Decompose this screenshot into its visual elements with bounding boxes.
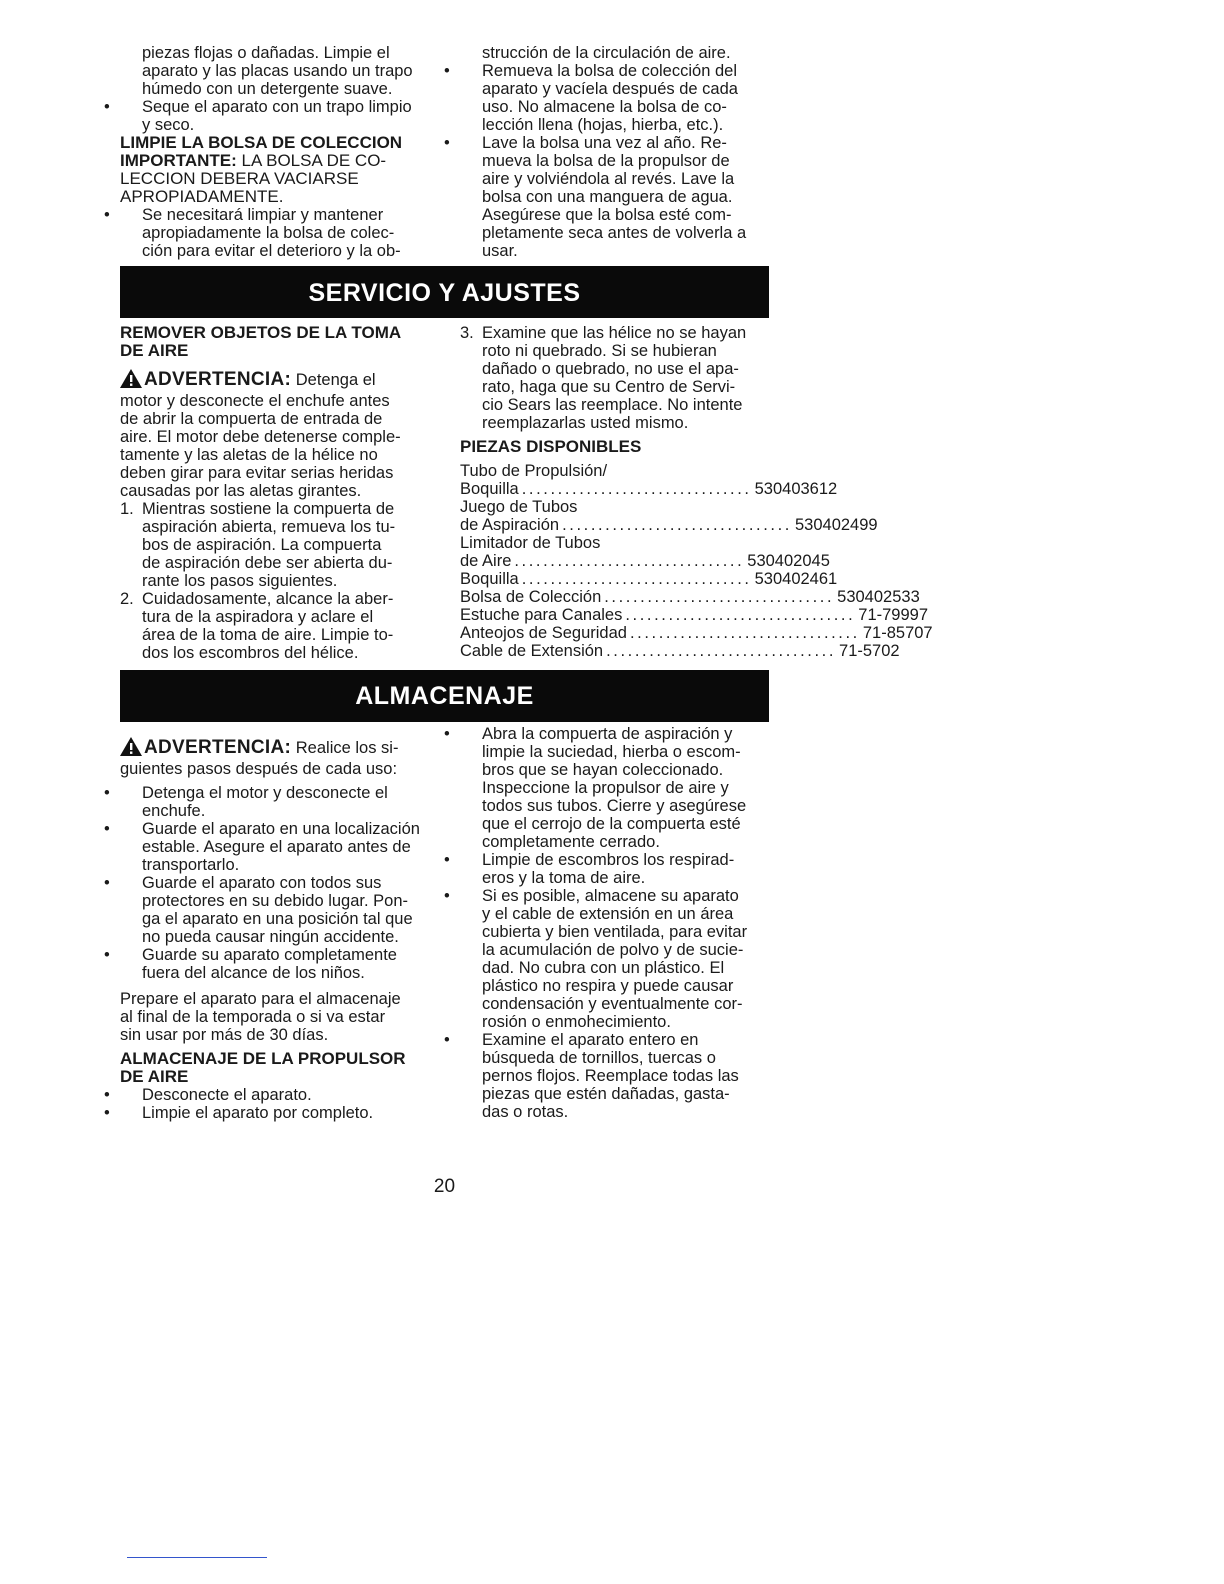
list-item: • Guarde su aparato completamente fuera del alcance de los niños. <box>120 946 440 982</box>
storage-left-column: ADVERTENCIA: Realice los si- guientes pasos después de cada uso: • Detenga el motor y desconecte el enchufe. • Guarde el aparato en una localización estable. Asegure el aparato antes de transportarlo. • Guarde el aparato con todos sus protectores en su debido lugar. Pon- ga el aparato en una posición tal que no pueda causar ningún accidente. • Guarde su aparato completamente fuera del alcance de los niños. Prepare el aparato para el almacenaje al final de la temporada o si va estar sin usar por más de 30 días. ALMACENAJE DE LA PROPULSOR DE AIRE • Desconecte el aparato. • Limpie el aparato por completo. <box>120 737 440 1122</box>
parts-row: Cable de Extensión ................................ 71-5702 <box>460 642 900 660</box>
list-item: • Desconecte el aparato. <box>120 1086 440 1104</box>
warning-title: ADVERTENCIA: <box>144 369 292 390</box>
parts-row: Estuche para Canales ................................ 71-79997 <box>460 606 928 624</box>
list-item: • Detenga el motor y desconecte el enchufe. <box>120 784 440 820</box>
leader-dots: ................................ <box>562 516 792 534</box>
list-item: • Remueva la bolsa de colección del aparato y vacíela después de cada uso. No almacene la bolsa de co- lección llena (hojas, hierba, etc.). <box>460 62 780 134</box>
list-item: • Guarde el aparato en una localización estable. Asegure el aparato antes de transportarlo. <box>120 820 440 874</box>
leader-dots: ................................ <box>629 624 860 642</box>
leader-dots: ................................ <box>521 480 752 498</box>
parts-heading: PIEZAS DISPONIBLES <box>460 437 642 456</box>
list-item: • Seque el aparato con un trapo limpio y seco. <box>120 98 440 134</box>
warning-title: ADVERTENCIA: <box>144 737 292 758</box>
list-item: • Se necesitará limpiar y mantener apropiadamente la bolsa de colec- ción para evitar el deterioro y la ob- <box>120 206 440 260</box>
list-item: • Limpie el aparato por completo. <box>120 1104 440 1122</box>
continued-text: piezas flojas o dañadas. Limpie el aparato y las placas usando un trapo húmedo con un detergente suave. <box>142 44 413 98</box>
service-left-column: REMOVER OBJETOS DE LA TOMA DE AIRE ADVERTENCIA: Detenga el motor y desconecte el enchufe antes de abrir la compuerta de entrada de aire. El motor debe detenerse comple- tamente y las aletas de la hélice no deben girar para evitar serias heridas causadas por las aletas girantes. 1. Mientras sostiene la compuerta de aspiración abierta, remueva los tu- bos de aspiración. La compuerta de aspiración debe ser abierta du- rante los pasos siguientes. 2. Cuidadosamente, alcance la aber- tura de la aspiradora y aclare el área de la toma de aire. Limpie to- dos los escombros del hélice. <box>120 324 440 662</box>
top-right-column <box>460 44 780 260</box>
list-item: • Lave la bolsa una vez al año. Re- mueva la bolsa de la propulsor de aire y volviéndola al revés. Lave la bolsa con una manguera de agua. Asegúrese que la bolsa esté com- pletamente seca antes de volverla a usar. <box>460 134 780 260</box>
warning-line: ADVERTENCIA: Realice los si- <box>120 737 440 760</box>
remove-objects-heading: REMOVER OBJETOS DE LA TOMA DE AIRE <box>120 323 402 360</box>
parts-row: Boquilla ................................ 530402461 <box>460 570 838 588</box>
section-heading: LIMPIE LA BOLSA DE COLECCION <box>120 133 403 152</box>
parts-row: de Aspiración ................................ 530402499 <box>460 516 878 534</box>
parts-row: de Aire ................................ 530402045 <box>460 552 830 570</box>
service-banner: SERVICIO Y AJUSTES <box>120 266 769 318</box>
parts-row: Boquilla ................................ 530403612 <box>460 480 838 498</box>
step-1: 1. Mientras sostiene la compuerta de aspiración abierta, remueva los tu- bos de aspiración. La compuerta de aspiración debe ser abierta du- rante los pasos siguientes. <box>120 500 396 590</box>
leader-dots: ................................ <box>521 570 752 588</box>
list-item: • Abra la compuerta de aspiración y limpie la suciedad, hierba o escom- bros que se hayan coleccionado. Inspeccione la propulsor de aire y todos sus tubos. Cierre y asegúrese que el cerrojo de la compuerta esté completamente cerrado. <box>460 725 780 851</box>
list-item: • Guarde el aparato con todos sus protectores en su debido lugar. Pon- ga el aparato en una posición tal que no pueda causar ningún accidente. <box>120 874 440 946</box>
important-note: IMPORTANTE: LA BOLSA DE CO- <box>120 151 387 170</box>
leader-dots: ................................ <box>604 588 835 606</box>
parts-list: Tubo de Propulsión/ Boquilla ................................ 530403612 Juego de Tubos de Aspiración ................................ 530402499 Limitador de Tubos de Aire ................................ 530402045 Boquilla ................................ 530402461 Bolsa de Colección ................................ 530402533 Estuche para Canales ................................ 71-79997 Anteojos de Seguridad ................................ 71-85707 Cable de Extensión ................................ 71-5702 <box>460 462 933 660</box>
parts-row: Anteojos de Seguridad ................................ 71-85707 <box>460 624 933 642</box>
storage-banner: ALMACENAJE <box>120 670 769 722</box>
step-2: 2. Cuidadosamente, alcance la aber- tura de la aspiradora y aclare el área de la toma de aire. Limpie to- dos los escombros del hélice. <box>120 590 394 662</box>
storage-subheading: ALMACENAJE DE LA PROPULSOR DE AIRE <box>120 1049 406 1086</box>
continued-text: strucción de la circulación de aire. <box>482 44 731 62</box>
storage-right-column <box>460 725 780 1121</box>
top-left-column: piezas flojas o dañadas. Limpie el aparato y las placas usando un trapo húmedo con un detergente suave. • Seque el aparato con un trapo limpio y seco. LIMPIE LA BOLSA DE COLECCION IMPORTANTE: LA BOLSA DE CO- LECCION DEBERA VACIARSE APROPIADAMENTE. • Se necesitará limpiar y mantener apropiadamente la bolsa de colec- ción para evitar el deterioro y la ob- <box>120 44 440 260</box>
leader-dots: ................................ <box>606 642 837 660</box>
warning-icon <box>120 369 142 392</box>
step-3: 3. Examine que las hélice no se hayan roto ni quebrado. Si se hubieran dañado o quebrado, no use el apa- rato, haga que su Centro de Servi- cio Sears las reemplace. No intente reemplazarlas usted mismo. <box>460 324 747 432</box>
parts-row: Bolsa de Colección ................................ 530402533 <box>460 588 920 606</box>
list-item: • Si es posible, almacene su aparato y el cable de extensión en un área cubierta y bien ventilada, para evitar la acumulación de polvo y de sucie- dad. No cubra con un plástico. El plástico no respira y puede causar condensación y eventualmente cor- rosión o enmohecimiento. <box>460 887 780 1031</box>
list-item: • Limpie de escombros los respirad- eros y la toma de aire. <box>460 851 780 887</box>
footer-rule <box>127 1557 267 1558</box>
page-number: 20 <box>433 1176 456 1197</box>
service-right-column <box>460 324 933 660</box>
warning-line: ADVERTENCIA: Detenga el <box>120 369 440 392</box>
leader-dots: ................................ <box>625 606 856 624</box>
warning-icon <box>120 737 142 760</box>
list-item: • Examine el aparato entero en búsqueda de tornillos, tuercas o pernos flojos. Reemplace todas las piezas que estén dañadas, gasta- das o rotas. <box>460 1031 780 1121</box>
leader-dots: ................................ <box>514 552 745 570</box>
prepare-paragraph: Prepare el aparato para el almacenaje al final de la temporada o si va estar sin usar por más de 30 días. <box>120 990 401 1044</box>
